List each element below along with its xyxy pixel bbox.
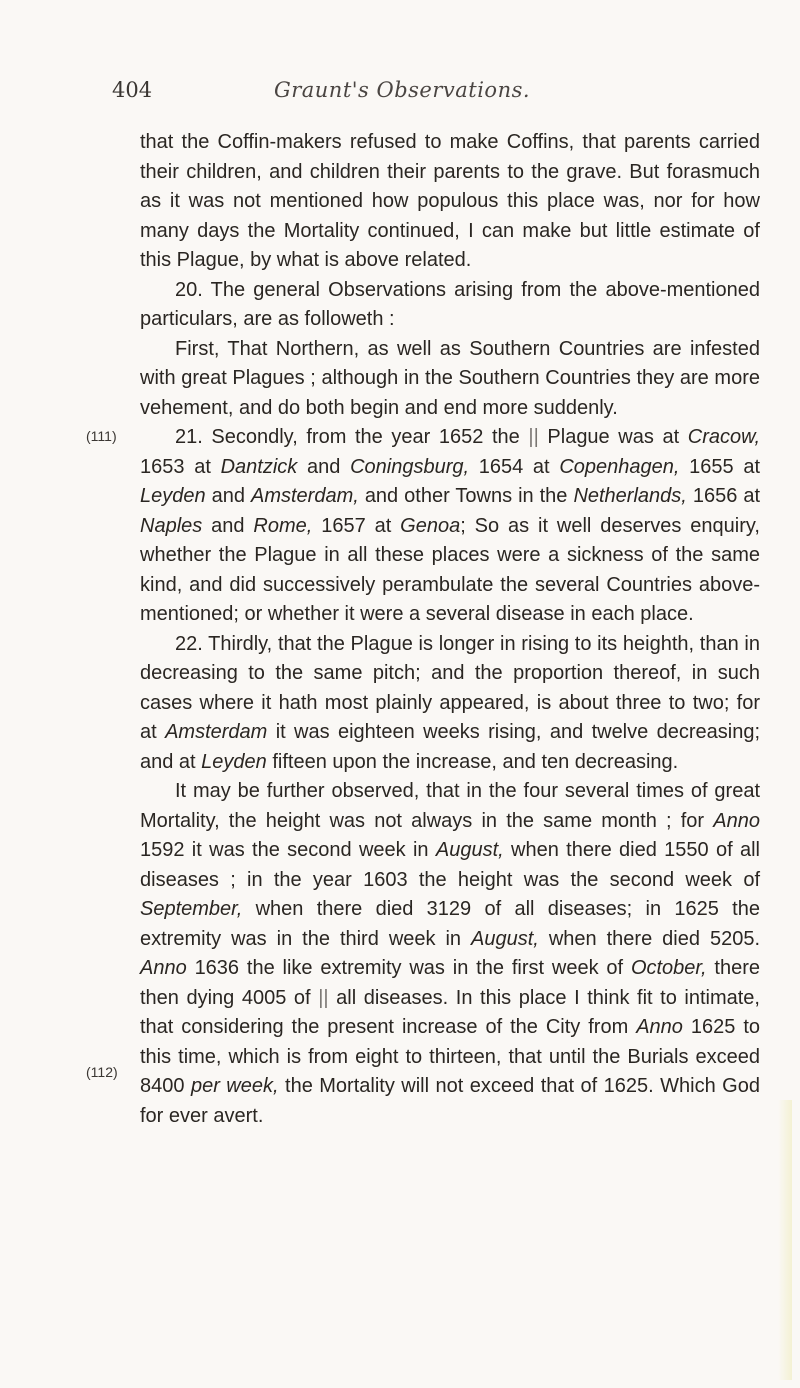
running-title: Graunt's Observations. [273,78,531,102]
paragraph-22-thirdly: 22. Thirdly, that the Plague is longer in rising to its heighth, than in decreasing to the same pitch; and the proportion thereof, in such cases where it hath most plainly appeared, is about three to two; for at Amsterdam it was eighteen weeks rising, and twelve decreasing; and at Leyden fifteen upon the increase, and ten decreasing. [140,632,761,773]
place-name: Amsterdam [165,721,268,743]
margin-note-112: (112) [86,1064,118,1080]
paragraph-coffin-makers: that the Coffin-makers refused to make Coffins, that parents carried their children, and children their parents to the grave. But forasmuch as it was not mentioned how populous this place was, nor for how many days the Mortality continued, I can make but little estimate of this Plague, by what is above related. [140,131,760,271]
place-name: Amsterdam, [251,485,359,507]
place-name: Dantzick [220,455,298,478]
place-name: Coningsburg, [350,455,470,478]
place-name: Cracow, [687,426,760,448]
page-edge-stain [778,1100,792,1380]
paragraph-further-observed: It may be further observed, that in the four several times of great Mortality, the height was not always in the same month ; for Anno 1592 it was the second week in August, when there died 1550 of all diseases ; in the year 1603 the height was the second week of September, when there died 3129 of all diseases; in 1625 the extremity was in the third week in August, when there died 5205. Anno 1636 the like extremity was in the first week of October, there then dying 4005 of || all diseases. In this place I think fit to intimate, that considering the present increase of the City from Anno 1625 to this time, which is from eight to thirteen, that until the Burials exceed 8400 per week, the Mortality will not exceed that of 1625. Which God for ever avert. [140,780,761,1127]
place-name: Genoa [400,514,461,537]
place-name: Leyden [201,750,267,773]
separator-mark: || [318,986,329,1009]
place-name: Naples [140,514,203,537]
place-name: Copenhagen, [559,455,680,478]
place-name: Netherlands, [573,485,687,507]
paragraph-20-general-observations: 20. The general Observations arising from the above-mentioned particulars, are as followeth : [140,278,760,330]
place-name: Leyden [140,485,206,507]
page-number: 404 [112,78,153,102]
page-header [112,78,692,112]
body-text [140,128,760,1131]
place-name: Rome, [253,514,313,537]
margin-note-111: (111) [86,428,117,444]
paragraph-first-northern-countries: First, That Northern, as well as Southern Countries are infested with great Plagues ; although in the Southern Countries they are more vehement, and do both begin and end more suddenly. [140,337,760,419]
paragraph-21-secondly: 21. Secondly, from the year 1652 the || Plague was at Cracow, 1653 at Dantzick and Coningsburg, 1654 at Copenhagen, 1655 at Leyden and Amsterdam, and other Towns in the Netherlands, 1656 at Naples and Rome, 1657 at Genoa; So as it well deserves enquiry, whether the Plague in all these places were a sickness of the same kind, and did successively perambulate the several Countries above-mentioned; or whether it were a several disease in each place. [140,426,761,625]
separator-mark: || [528,426,539,448]
